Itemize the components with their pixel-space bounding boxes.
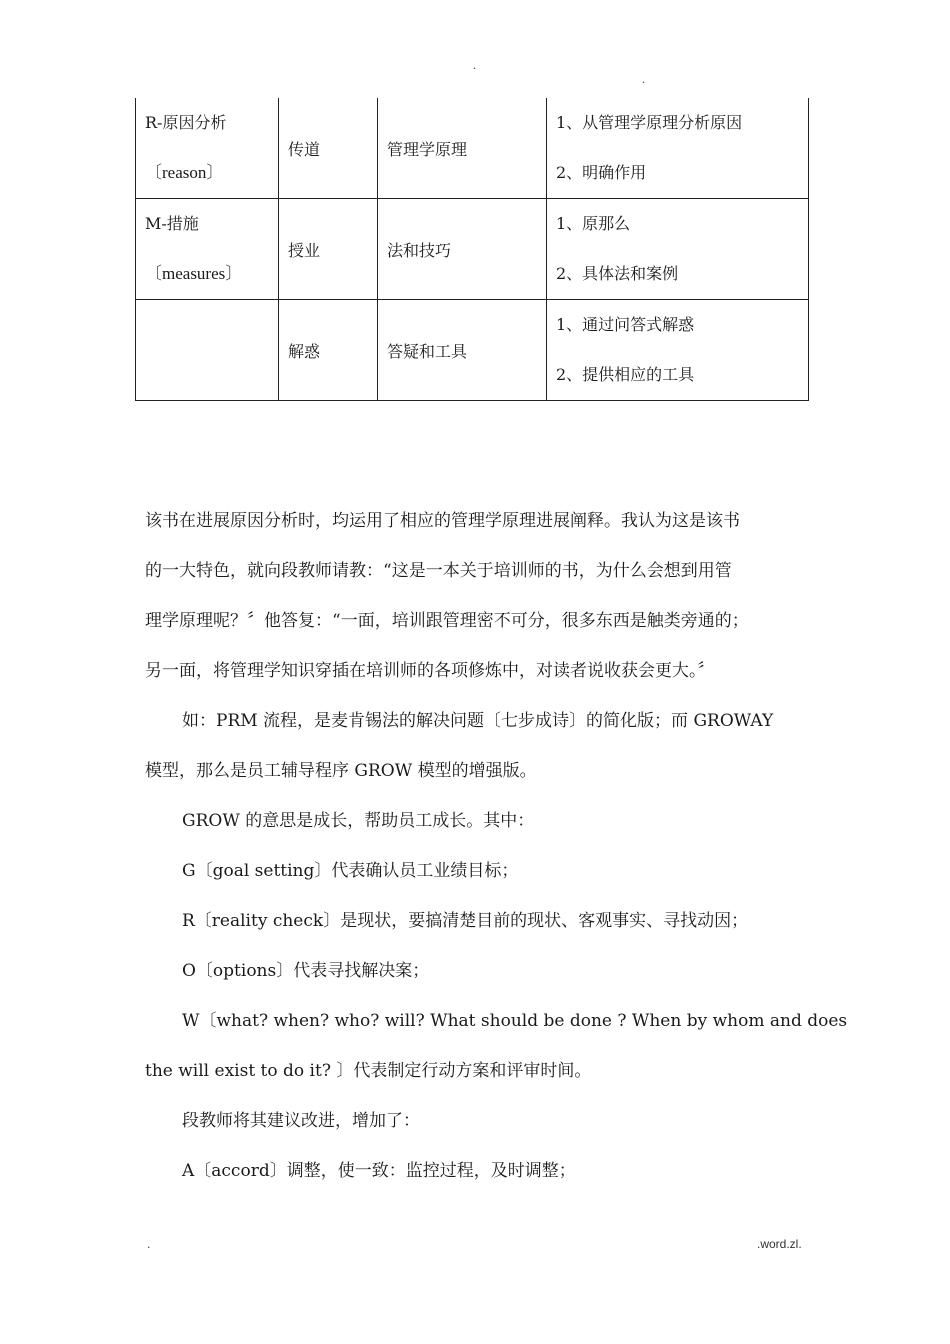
header-dot-right: .: [642, 72, 645, 86]
table-cell: 解惑: [279, 300, 378, 401]
table-row: [136, 199, 809, 300]
cell-line: 〔reason〕: [145, 163, 224, 182]
table-cell: [136, 98, 279, 199]
paragraph-improvement: 段教师将其建议改进，增加了：: [182, 1111, 420, 1131]
table-row: [136, 300, 809, 401]
text-line: 该书在进展原因分析时，均运用了相应的管理学原理进展阐释。我认为这是该书: [145, 511, 740, 531]
text-line: W〔what? when? who? will? What should be done ? When by whom and does: [182, 1011, 848, 1031]
cell-line: 2、具体法和案例: [556, 264, 679, 283]
footer-left: .: [147, 1237, 151, 1251]
cell-line: 1、原那么: [556, 214, 631, 233]
cell-line: 〔measures〕: [145, 264, 243, 283]
table-row: [136, 98, 809, 199]
cell-line: 2、提供相应的工具: [556, 365, 695, 384]
table-cell: 传道: [279, 98, 378, 199]
text-line: the will exist to do it? 〕代表制定行动方案和评审时间。: [145, 1061, 592, 1081]
header-dot-left: .: [473, 58, 476, 72]
paragraph-grow-g: G〔goal setting〕代表确认员工业绩目标；: [182, 861, 519, 881]
cell-line: 1、从管理学原理分析原因: [556, 113, 743, 132]
paragraph-grow-o: O〔options〕代表寻找解决案；: [182, 961, 430, 981]
content-table: [135, 98, 809, 401]
cell-line: R-原因分析: [145, 113, 227, 132]
cell-line: 1、通过问答式解惑: [556, 315, 695, 334]
cell-line: M-措施: [145, 214, 199, 233]
table-cell: [136, 199, 279, 300]
table-cell: [547, 98, 809, 199]
text-line: 另一面，将管理学知识穿插在培训师的各项修炼中，对读者说收获会更大。〞: [145, 661, 715, 681]
text-line: 如：PRM 流程，是麦肯锡法的解决问题〔七步成诗〕的简化版；而 GROWAY: [182, 711, 774, 731]
table-cell: 管理学原理: [378, 98, 547, 199]
cell-line: 2、明确作用: [556, 163, 647, 182]
footer-right: .word.zl.: [757, 1237, 802, 1251]
paragraph-grow-r: R〔reality check〕是现状，要搞清楚目前的现状、客观事实、寻找动因；: [182, 911, 749, 931]
table-cell: [547, 300, 809, 401]
paragraph-grow-w: [145, 996, 848, 1096]
text-line: 模型，那么是员工辅导程序 GROW 模型的增强版。: [145, 761, 537, 781]
table-cell: 法和技巧: [378, 199, 547, 300]
paragraph-analysis: [145, 496, 810, 696]
table-cell: [547, 199, 809, 300]
text-line: 的一大特色，就向段教师请教：“这是一本关于培训师的书，为什么会想到用管: [145, 561, 732, 581]
paragraph-grow-intro: GROW 的意思是成长，帮助员工成长。其中：: [182, 811, 535, 831]
paragraph-accord: A〔accord〕调整，使一致：监控过程，及时调整；: [182, 1161, 576, 1181]
paragraph-example: [145, 696, 810, 796]
text-line: 理学原理呢？〞他答复：“一面，培训跟管理密不可分，很多东西是触类旁通的；: [145, 611, 749, 631]
table-cell: 授业: [279, 199, 378, 300]
table-cell: 答疑和工具: [378, 300, 547, 401]
table-cell: [136, 300, 279, 401]
